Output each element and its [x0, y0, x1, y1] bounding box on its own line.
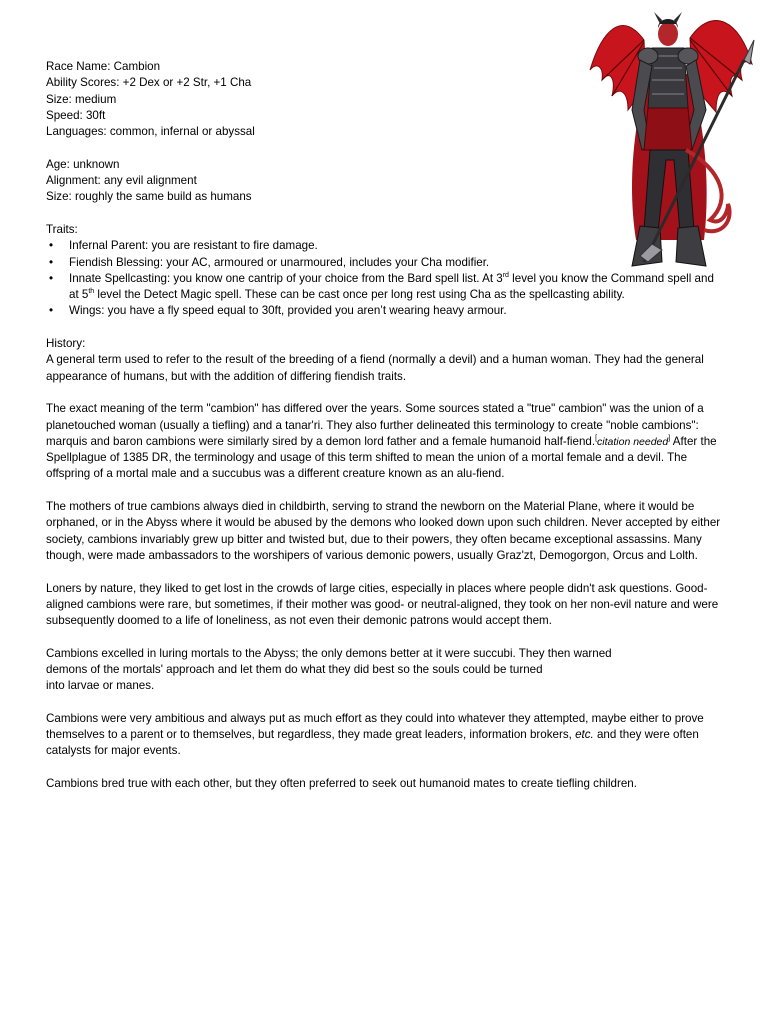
bullet-icon: •	[48, 255, 54, 269]
history-paragraph-3: The mothers of true cambions always died in childbirth, serving to strand the newborn on the Material Plane, where it would be orphaned, or in the Abyss where it would be abused by the demons who looked down upon such children. Never accepted by either society, cambions invariably grew up bitter and twisted but, due to their powers, they often became exceptional assassins. Many though, were made ambassadors to the worshipers of various demonic powers, usually Graz'zt, Demogorgon, Orcus and Lolth.	[46, 500, 721, 562]
history-paragraph-4: Loners by nature, they liked to get lost in the crowds of large cities, especially in places where people didn't ask questions. Good-aligned cambions were rare, but sometimes, if their mother was good- or neutral-aligned, they took on her non-evil nature and were subsequently doomed to a life of loneliness, as not even their demonic patrons would accept them.	[46, 581, 719, 628]
list-item	[46, 303, 726, 319]
paragraph-text: and they were often catalysts for major events.	[46, 728, 699, 758]
paragraph-text: The exact meaning of the term "cambion" has differed over the years. Some sources stated a "true" cambion" was the union of a planetouched woman (usually a tiefling) and a tanar'ri. They also further delineated this terminology to create "noble cambions": marquis and baron cambions were similarly sired by a demon lord father and a female humanoid half-fiend.	[46, 402, 704, 448]
stat-value: 30ft	[82, 108, 106, 122]
stat-block	[46, 59, 726, 140]
trait-text-part: Innate Spellcasting: you know one cantrip of your choice from the Bard spell list. At 3	[69, 271, 503, 285]
traits-heading: Traits:	[46, 222, 78, 236]
detail-size	[46, 189, 726, 205]
trait-text-part: level the Detect Magic spell. These can be cast once per long rest using Cha as the spellcasting ability.	[94, 288, 625, 302]
detail-block	[46, 157, 726, 206]
ordinal-superscript: rd	[502, 272, 509, 279]
detail-alignment	[46, 173, 726, 189]
emphasis-text: etc.	[575, 728, 594, 742]
paragraph-line: demons of the mortals' approach and let them do what they did best so the souls could be turned	[46, 662, 543, 676]
history-paragraph-5	[46, 646, 726, 695]
stat-value: common, infernal or abyssal	[106, 125, 255, 139]
stat-label: Speed:	[46, 108, 83, 122]
history-paragraph-6	[46, 711, 726, 760]
list-item	[46, 238, 726, 254]
stat-size	[46, 92, 726, 108]
stat-value: medium	[71, 92, 117, 106]
citation-bracket: [	[595, 434, 598, 442]
paragraph-line: Cambions excelled in luring mortals to the Abyss; the only demons better at it were succubi. They then warned	[46, 646, 612, 660]
document-body	[46, 59, 726, 809]
stat-ability-scores	[46, 75, 726, 91]
stat-label: Race Name:	[46, 60, 111, 73]
citation-bracket: ]	[668, 434, 671, 442]
trait-text-part: level you know the Command spell and at 5	[69, 271, 714, 302]
stat-label: Languages:	[46, 125, 107, 139]
head	[658, 22, 678, 46]
stat-value: +2 Dex or +2 Str, +1 Cha	[119, 76, 252, 90]
trait-text: Infernal Parent: you are resistant to fire damage.	[69, 239, 318, 253]
traits-list	[46, 238, 726, 319]
stat-label: Ability Scores:	[46, 76, 120, 90]
list-item	[46, 271, 726, 304]
stat-label: Size:	[46, 92, 72, 106]
ordinal-superscript: th	[88, 288, 95, 296]
trait-text: Fiendish Blessing: your AC, armoured or unarmoured, includes your Cha modifier.	[69, 255, 490, 269]
bullet-icon: •	[48, 304, 54, 318]
stat-race-name	[46, 59, 726, 75]
detail-value: any evil alignment	[100, 174, 197, 188]
paragraph-line: into larvae or manes.	[46, 679, 155, 693]
history-paragraph-1: A general term used to refer to the result of the breeding of a fiend (normally a devil) and a human woman. They had the general appearance of humans, but with the addition of differing fiendish traits.	[46, 353, 704, 383]
history-paragraph-2	[46, 401, 726, 482]
detail-value: unknown	[69, 157, 120, 171]
stat-speed	[46, 108, 726, 124]
citation-needed-link[interactable]: citation needed	[597, 435, 669, 448]
detail-label: Alignment:	[46, 174, 101, 188]
paragraph-text: Cambions were very ambitious and always put as much effort as they could into whatever they attempted, maybe either to prove themselves to a parent or to themselves, but regardless, they made great leaders, information brokers,	[46, 711, 704, 742]
detail-value: roughly the same build as humans	[71, 190, 252, 204]
detail-age	[46, 157, 726, 173]
history-paragraph-7: Cambions bred true with each other, but they often preferred to seek out humanoid mates to create tiefling children.	[46, 777, 637, 791]
stat-languages	[46, 124, 726, 140]
bullet-icon: •	[48, 271, 54, 285]
stat-value: Cambion	[110, 60, 161, 73]
paragraph-text: After the Spellplague of 1385 DR, the terminology and usage of this term shifted to mean the union of a mortal female and a devil. The offspring of a mortal male and a succubus was a different creature known as an alu-fiend.	[46, 434, 717, 481]
trait-text: Wings: you have a fly speed equal to 30ft, provided you aren’t wearing heavy armour.	[69, 304, 507, 318]
trait-text	[69, 272, 714, 301]
bullet-icon: •	[48, 239, 54, 253]
detail-label: Size:	[46, 190, 72, 204]
detail-label: Age:	[46, 157, 70, 171]
list-item	[46, 255, 726, 271]
history-heading: History:	[46, 337, 86, 351]
